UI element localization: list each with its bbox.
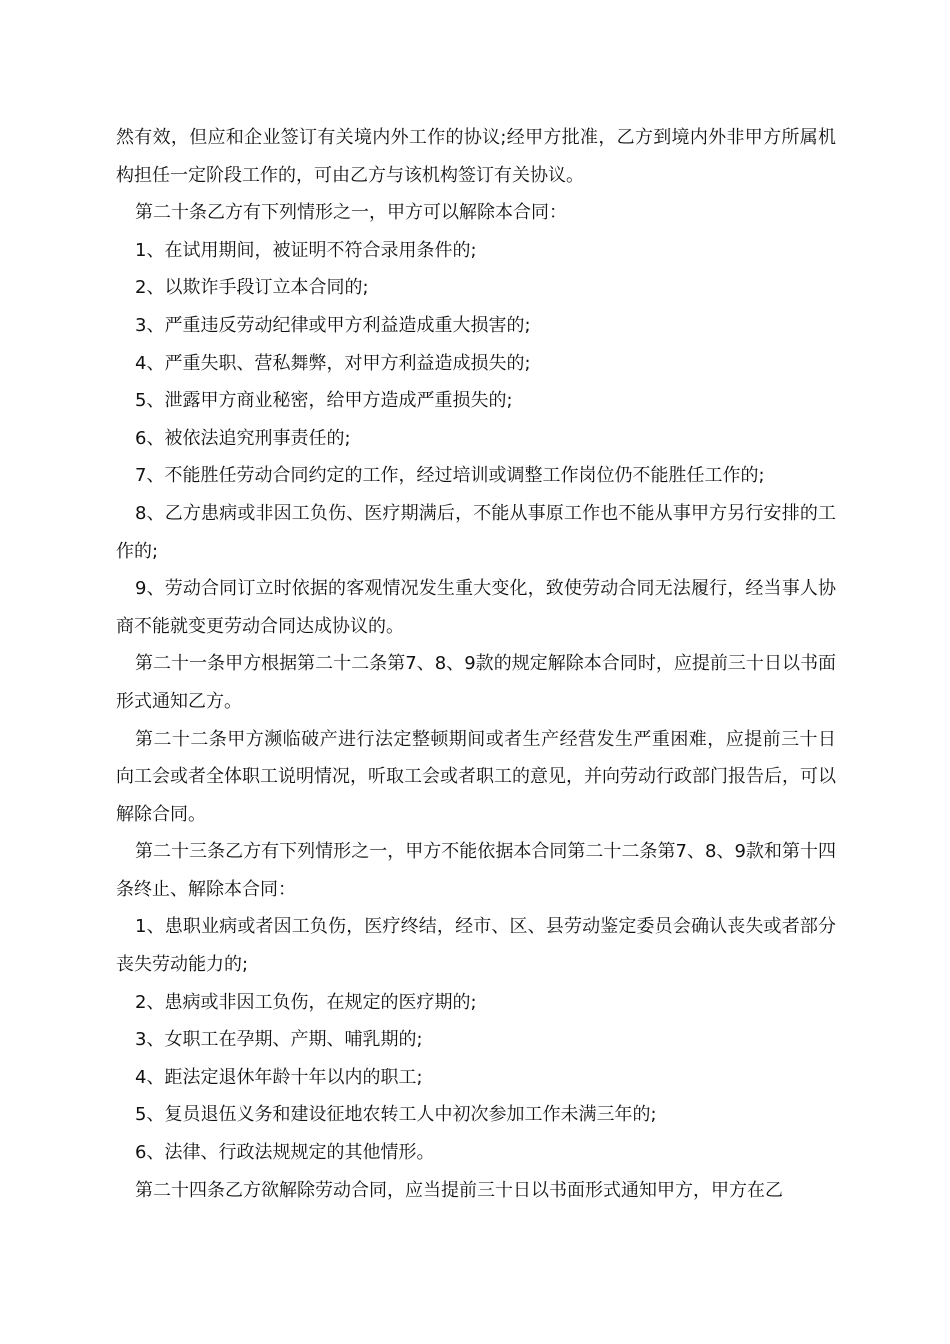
article-20-item-5: 5、泄露甲方商业秘密，给甲方造成严重损失的; (135, 390, 513, 412)
article-20-item-6: 6、被依法追究刑事责任的; (135, 427, 351, 449)
article-20-item-1: 1、在试用期间，被证明不符合录用条件的; (135, 239, 477, 261)
article-20-item-3: 3、严重违反劳动纪律或甲方利益造成重大损害的; (135, 314, 531, 336)
article-20-item-9: 9、劳动合同订立时依据的客观情况发生重大变化，致使劳动合同无法履行，经当事人协商不能就变更劳动合同达成协议的。 (116, 578, 836, 637)
article-20-item-7: 7、不能胜任劳动合同约定的工作，经过培训或调整工作岗位仍不能胜任工作的; (135, 465, 765, 487)
article-20-item-4: 4、严重失职、营私舞弊，对甲方利益造成损失的; (135, 352, 531, 374)
article-23-item-5: 5、复员退伍义务和建设征地农转工人中初次参加工作未满三年的; (135, 1104, 657, 1126)
article-23-item-4: 4、距法定退休年龄十年以内的职工; (135, 1066, 423, 1088)
document-page (116, 119, 836, 1209)
article-22: 第二十二条甲方濒临破产进行法定整顿期间或者生产经营发生严重困难，应提前三十日向工会或者全体职工说明情况，听取工会或者职工的意见，并向劳动行政部门报告后，可以解除合同。 (116, 728, 836, 825)
article-23-item-2: 2、患病或非因工负伤，在规定的医疗期的; (135, 991, 477, 1013)
article-23-heading: 第二十三条乙方有下列情形之一，甲方不能依据本合同第二十二条第7、8、9款和第十四条终止、解除本合同： (116, 841, 836, 900)
article-20-item-2: 2、以欺诈手段订立本合同的; (135, 277, 369, 299)
article-23-item-1: 1、患职业病或者因工负伤，医疗终结，经市、区、县劳动鉴定委员会确认丧失或者部分丧失劳动能力的; (116, 916, 836, 976)
article-20-item-8: 8、乙方患病或非因工负伤、医疗期满后，不能从事原工作也不能从事甲方另行安排的工作的; (116, 502, 836, 562)
paragraph-continuation: 然有效，但应和企业签订有关境内外工作的协议;经甲方批准，乙方到境内外非甲方所属机构担任一定阶段工作的，可由乙方与该机构签订有关协议。 (116, 127, 836, 186)
article-20-heading: 第二十条乙方有下列情形之一，甲方可以解除本合同： (135, 202, 567, 224)
article-21: 第二十一条甲方根据第二十二条第7、8、9款的规定解除本合同时，应提前三十日以书面形式通知乙方。 (116, 653, 836, 712)
article-23-item-3: 3、女职工在孕期、产期、哺乳期的; (135, 1029, 423, 1051)
article-24: 第二十四条乙方欲解除劳动合同，应当提前三十日以书面形式通知甲方，甲方在乙 (135, 1179, 783, 1201)
article-23-item-6: 6、法律、行政法规规定的其他情形。 (135, 1142, 435, 1164)
